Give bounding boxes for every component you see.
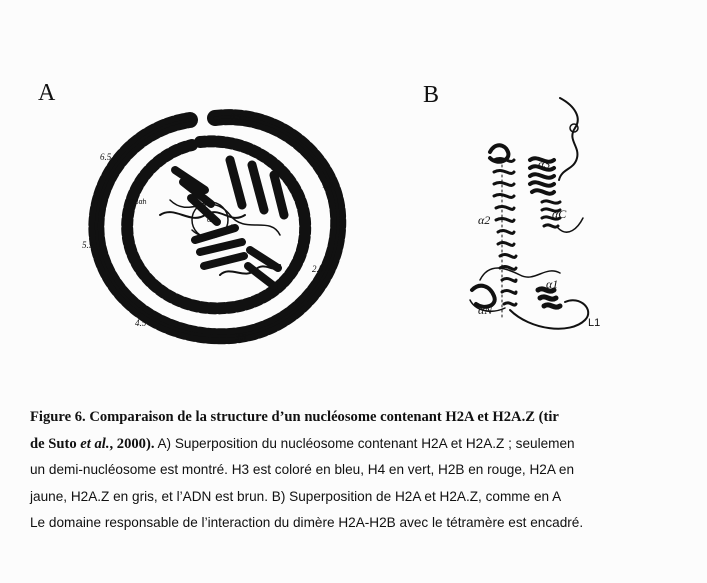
caption-line-3: un demi-nucléosome est montré. H3 est coloré en bleu, H4 en vert, H2B en rouge, H2A en bbox=[30, 462, 575, 477]
label-alpha2: α2 bbox=[478, 213, 491, 227]
label-alphac: αC bbox=[552, 207, 567, 221]
dna-label-6-5: 6.5 bbox=[100, 152, 112, 162]
label-alpha3: α3 bbox=[538, 157, 551, 171]
caption-line-1: Figure 6. Comparaison de la structure d’un nucléosome contenant H2A et H2A.Z (tir bbox=[30, 409, 559, 425]
caption-line-4: jaune, H2A.Z en gris, et l’ADN est brun. B) Superposition de H2A et H2A.Z, comme en A bbox=[30, 488, 562, 504]
h2a-h2az-structure-figure bbox=[450, 90, 630, 340]
nucleosome-structure-figure bbox=[80, 100, 350, 345]
caption-line-2 bbox=[30, 431, 707, 458]
panel-label-a: A bbox=[38, 80, 56, 106]
dna-label-0-5: 0.5 bbox=[230, 112, 242, 122]
caption-citation-year: , 2000). bbox=[109, 435, 155, 452]
dna-label-2-5: 2.5 bbox=[312, 264, 324, 274]
caption-line-5: Le domaine responsable de l’interaction du dimère H2A-H2B avec le tétramère est encadré. bbox=[30, 515, 584, 530]
caption-citation-etal: et al. bbox=[80, 435, 110, 452]
dna-label-5-5: 5.5 bbox=[82, 240, 94, 250]
inner-label-h2b: H2Bαh bbox=[125, 199, 147, 206]
dna-label-4-5: 4.5 bbox=[135, 318, 147, 328]
label-l1: L1 bbox=[588, 317, 601, 329]
label-alphan: αN bbox=[478, 303, 493, 317]
inner-label-ac: αC bbox=[207, 217, 217, 224]
figure-caption bbox=[30, 404, 707, 537]
dna-label-1-5: 1.5 bbox=[322, 180, 334, 190]
caption-citation-prefix: de Suto bbox=[30, 435, 81, 452]
caption-line-2-text: A) Superposition du nucléosome contenant H2A et H2A.Z ; seulemen bbox=[154, 435, 575, 451]
label-alpha1: α1 bbox=[546, 277, 559, 291]
panel-label-b: B bbox=[423, 82, 440, 108]
dna-label-3-5: 3.5 bbox=[235, 332, 247, 342]
